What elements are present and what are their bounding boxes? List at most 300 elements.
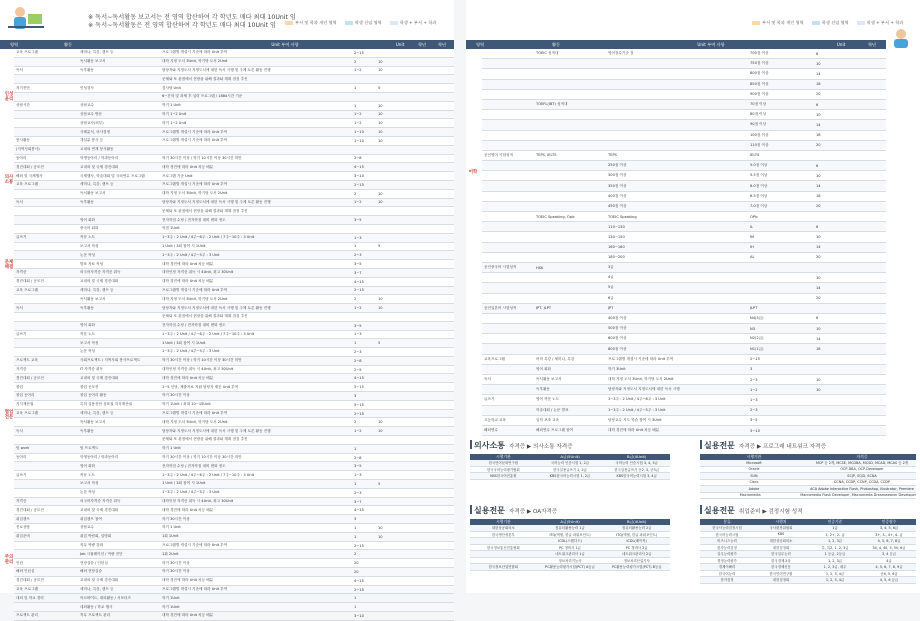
- table-cell: 자격증: [16, 270, 27, 275]
- table-row: [482, 395, 886, 405]
- table-cell: 1∼5 인당, 제출자료 지원 담당자 제공 Unit 부여: [162, 384, 239, 389]
- table-cell: 상담시간: [16, 103, 30, 108]
- table-cell: 1, 2+, 2- 급: [825, 532, 845, 537]
- table-cell: 1: [354, 446, 357, 451]
- table-cell: IM: [750, 234, 755, 239]
- table-cell: 한국생산성본부: [491, 532, 515, 537]
- table-cell: 세미나, 특강, 캠프 등: [80, 182, 114, 187]
- table-cell: 10: [816, 112, 821, 117]
- table-cell: 입학 보조 교육: [536, 417, 560, 422]
- table-cell: 대학 지정 도서 3Unit, 학기당 도서 2Unit: [162, 419, 228, 424]
- table-cell: 10: [816, 377, 821, 382]
- table-cell: 프로그램별 개설시 기준에 따라 Unit 부여: [162, 182, 228, 187]
- table-cell: 학점 1Unit: [162, 226, 180, 231]
- table-cell: 독서활동 보고서: [80, 191, 106, 196]
- table-cell: 독후활동: [80, 428, 94, 433]
- table-cell: 인성검사: [80, 85, 94, 90]
- table-cell: MCP 등 2개, MCSE, MCDBA, MCSD, MCAD, MCAS 등 2개: [815, 461, 909, 466]
- section-marker: [700, 440, 702, 449]
- table-cell: 취업 박람회, 설명회: [80, 534, 112, 539]
- table-cell: PC활용능력평가시험(PCT) B등급: [611, 565, 662, 570]
- table-cell: 1∼2: [354, 68, 362, 73]
- table-cell: 한국실용글쓰기 준2, 3, 준3급: [614, 467, 659, 472]
- table-cell: 한국어능력: [718, 571, 736, 576]
- table-cell: 정보처리기능사: [558, 558, 582, 563]
- category-label: 의사 소통: [4, 175, 14, 185]
- table-cell: 2∼3: [750, 408, 758, 413]
- section-title: [474, 440, 573, 451]
- table-cell: 아르바이트, 대외활동 / 서포터즈: [80, 595, 131, 600]
- table-cell: 해외연수: [484, 428, 498, 433]
- section-subtitle: 취업준비 ▶ 검정시험 성적: [738, 509, 803, 515]
- table-cell: 70점 이상: [750, 102, 767, 107]
- table-cell: 프로그램별 개설시 기준에 따라 Unit 부여: [608, 356, 674, 361]
- header-cell: 자격증: [856, 454, 868, 459]
- table-cell: 세미나, 특강, 캠프 등: [80, 587, 114, 591]
- table-cell: 독서활동 보고서: [80, 296, 106, 301]
- table-cell: AL: [750, 255, 755, 260]
- table-cell: ITQ(엑셀, 한글 파워포인트): [549, 532, 591, 537]
- table-cell: 프로젝트 교육: [16, 358, 38, 363]
- section-title-main: 의사소통: [474, 441, 505, 450]
- table-row: [14, 313, 454, 322]
- table-cell: 대학인정 자격증 취득 시 4Unit, 최고 30Unit: [162, 499, 234, 504]
- table-cell: 1, 2, 3급, 매우: [823, 565, 847, 570]
- table-cell: 대학 경진에 따라 Unit 차등 배분: [608, 428, 660, 433]
- table-cell: KBS한국어진흥원: [490, 474, 517, 479]
- table-cell: 프로그램별 개설시 기준에 따라 Unit 부여: [162, 587, 228, 591]
- table-cell: 작문 노트: [80, 472, 96, 477]
- section-table-header: [700, 454, 916, 460]
- table-cell: 실무능력평가: [717, 552, 737, 557]
- table-cell: 2∼15: [354, 543, 364, 548]
- table-row: [482, 161, 886, 171]
- table-cell: 상담교수: [80, 525, 94, 530]
- table-cell: 한국사능력검정시험: [712, 526, 742, 531]
- table-cell: 4∼15: [354, 578, 364, 583]
- table-cell: 80점 이상: [750, 112, 767, 117]
- header-grade: 학년: [417, 41, 427, 47]
- table-cell: PC활용능력평가시험(PCT) A등급: [545, 565, 595, 570]
- table-row: [14, 418, 454, 427]
- table-cell: 3∼10: [750, 428, 760, 433]
- table-row: [14, 594, 454, 603]
- table-cell: 창업 동아리 활동: [80, 393, 107, 398]
- table-cell: 독서활동 보고서: [80, 419, 106, 424]
- table-cell: 160∼180: [608, 245, 625, 250]
- table-cell: 담당교수 지도 학습 참여 시 3Unit: [608, 417, 662, 422]
- table-row: [14, 269, 454, 278]
- table-row: [14, 603, 454, 612]
- table-cell: Microsoft: [746, 460, 762, 465]
- table-cell: 10: [378, 121, 383, 126]
- table-cell: 프로그램별 개설시 기준에 따라 Unit 부여: [162, 543, 228, 548]
- section-title: [704, 505, 803, 516]
- table-cell: 글쓰기: [484, 397, 495, 402]
- table-row: [14, 410, 454, 419]
- table-row: [14, 542, 454, 551]
- table-cell: 교육 프로그램: [16, 411, 38, 416]
- table-cell: 팀 work: [16, 446, 30, 451]
- table-cell: 중국어 회화: [80, 226, 99, 231]
- table-cell: 14: [816, 245, 821, 250]
- table-cell: 학생동아리 / 학과동아리: [80, 455, 119, 460]
- table-cell: 독서활동 보고서: [536, 377, 562, 382]
- table-row: [482, 334, 886, 344]
- table-cell: 10: [378, 191, 383, 196]
- table-cell: 5급: [608, 285, 614, 290]
- table-row: [14, 515, 454, 524]
- table-cell: 프로젝트 관리: [16, 613, 38, 618]
- table-cell: 프로그램별 개설시 기준에 따라 Unit 부여: [162, 129, 228, 134]
- table-row: [14, 586, 454, 595]
- table-cell: 학기 1 Unit: [162, 446, 181, 451]
- table-cell: 글쓰기: [16, 331, 27, 336]
- table-cell: KBS: [777, 532, 785, 537]
- table-cell: 국사편찬위원회: [769, 526, 793, 531]
- table-cell: 논문 작성: [80, 252, 96, 257]
- table-cell: 한국정보산업연합회: [488, 565, 519, 570]
- table-cell: 7.0점 이상: [750, 203, 768, 208]
- table-cell: 대학 지정 도서 3Unit, 학기당 도서 2Unit: [608, 377, 674, 382]
- table-cell: 400점 이상: [608, 193, 627, 198]
- table-row: [482, 416, 886, 426]
- section-table-row: [700, 493, 916, 500]
- table-row: [482, 243, 886, 253]
- table-cell: 학기 30시간 이상: [162, 560, 190, 565]
- table-row: [14, 111, 454, 120]
- table-cell: 6: [816, 51, 819, 56]
- table-cell: 프로그램별 개설시 기준에 따라 Unit 부여: [162, 138, 228, 143]
- table-cell: 개설분 봉사 등: [80, 138, 104, 143]
- table-cell: 취업캠프 참여: [80, 516, 102, 521]
- table-row: [14, 383, 454, 392]
- table-cell: 10: [378, 200, 383, 205]
- table-cell: 5: [378, 244, 381, 249]
- table-cell: 글쓰기: [16, 472, 27, 477]
- table-cell: 상담교사(외부): [80, 120, 104, 125]
- table-row: [14, 550, 454, 559]
- table-cell: 프로그램별 개설시 기준에 따라 Unit 부여: [162, 287, 228, 292]
- table-cell: 180∼200: [608, 255, 625, 260]
- table-row: [14, 401, 454, 410]
- table-cell: 창업: [16, 384, 23, 389]
- table-cell: 850점 이상: [750, 81, 769, 86]
- table-cell: 교육 프로그램: [16, 50, 38, 55]
- table-cell: 학기 1Unit: [162, 604, 180, 609]
- table-cell: 800점 이상: [750, 71, 769, 76]
- table-cell: 6: [816, 163, 819, 168]
- table-cell: N2(2급): [750, 336, 764, 341]
- table-cell: 세미나, 특강, 캠프 등: [80, 411, 114, 416]
- table-row: [14, 234, 454, 243]
- table-cell: 20: [816, 255, 821, 260]
- table-row: [14, 533, 454, 542]
- table-cell: 6: [816, 102, 819, 107]
- table-cell: 학기 30시간 이상 / 학기 10시간 이상 30시간 미만: [162, 358, 242, 363]
- table-cell: 1: [354, 605, 357, 610]
- table-cell: 2∼15: [750, 357, 760, 362]
- legend: [752, 20, 903, 26]
- legend: [285, 20, 436, 26]
- section-marker: [470, 505, 472, 514]
- table-cell: 교육 프로그램: [16, 287, 38, 292]
- table-cell: 10: [378, 112, 383, 117]
- table-row: [14, 445, 454, 454]
- table-cell: 1∼3주 : 2 Unit / 4주∼5주 : 3 Unit: [162, 490, 220, 495]
- table-cell: 동아리: [16, 155, 27, 160]
- table-row: [14, 348, 454, 357]
- table-cell: 6.5점 이상: [750, 193, 768, 198]
- header-cell: 시행기관: [746, 454, 762, 459]
- table-cell: 교내외 및 국제 경진대회: [80, 507, 119, 512]
- header-grade-2: 학년: [437, 41, 447, 47]
- table-cell: 1회 2Unit: [162, 551, 179, 556]
- table-cell: 450점 이상: [608, 203, 627, 208]
- table-cell: 10: [378, 534, 383, 539]
- table-cell: 담당자와 지정도서 지정도서에 대한 독서 시행: [608, 387, 680, 392]
- table-cell: 10: [378, 103, 383, 108]
- table-cell: 6: [816, 224, 819, 229]
- table-row: [14, 454, 454, 463]
- table-cell: 10: [378, 68, 383, 73]
- table-cell: OCP-DBA, OCP-Developer: [840, 467, 884, 472]
- table-cell: 2∼3: [354, 490, 362, 495]
- table-cell: TEPS, IELTS: [536, 153, 557, 158]
- table-cell: 1∼2: [354, 121, 362, 126]
- section-subtitle: 자격증 ▶ OA자격증: [508, 509, 558, 515]
- table-cell: 독후활동: [536, 387, 550, 392]
- table-cell: JPT, JLPT: [536, 306, 552, 311]
- table-cell: 20: [354, 561, 359, 566]
- header-cell: 시행기관: [496, 519, 511, 524]
- table-cell: 학술대회 / 논문 발표: [536, 407, 569, 412]
- table-cell: Job 시뮬레이션 / 역량 진단: [80, 551, 123, 556]
- section-title: [474, 505, 557, 516]
- header-area: 영역: [9, 41, 19, 47]
- table-cell: 학기 3Unit: [608, 366, 626, 371]
- section-table-row: [700, 577, 916, 584]
- table-cell: 14: [816, 184, 821, 189]
- table-cell: 보고서 작성: [80, 243, 99, 248]
- header-activity: 활동: [551, 41, 561, 47]
- table-cell: 1∼3주 : 2 Unit / 4주∼5주 : 3 Unit: [608, 407, 666, 412]
- table-cell: 한국언어연구원: [769, 571, 793, 576]
- table-row: [14, 58, 454, 67]
- table-cell: 3∼10: [354, 174, 364, 179]
- header-cell: A급(5Unit): [560, 519, 580, 524]
- table-cell: 2∼8: [354, 455, 362, 460]
- table-cell: IL: [750, 224, 754, 229]
- table-row: [14, 339, 454, 348]
- table-cell: 10: [378, 306, 383, 310]
- legend-item: 부서 및 학과 개인 영역: [285, 20, 337, 26]
- table-cell: 14: [816, 71, 821, 76]
- legend-item: 부서 및 학과 개인 영역: [752, 20, 804, 26]
- table-cell: 특, 특2, 1, 2, 3급: [821, 545, 849, 550]
- table-cell: 3∼7: [354, 270, 362, 275]
- table-row: [482, 141, 886, 151]
- table-row: [482, 355, 886, 365]
- table-cell: 1: [354, 534, 357, 539]
- table-cell: 10: [816, 275, 821, 280]
- table-cell: SUN: [750, 473, 758, 478]
- header-unit-desc: Unit 부여 사항: [271, 41, 299, 47]
- table-cell: 한국경제신문: [771, 565, 791, 570]
- table-row: [14, 155, 454, 164]
- table-cell: 작문 노트: [80, 235, 96, 240]
- table-cell: 전자학점 수당 / 전자학점 대비 변화 정도: [162, 217, 226, 222]
- table-row: [14, 207, 454, 216]
- table-cell: 독후활동: [80, 67, 94, 72]
- section-table-header: [700, 519, 916, 525]
- table-cell: 1: [354, 103, 357, 108]
- table-row: [14, 331, 454, 340]
- table-cell: 대학 지정 도서 3Unit, 학기당 도서 2Unit: [162, 296, 228, 301]
- table-cell: 대한상공회의소: [491, 526, 515, 531]
- table-cell: 상담교수 방문: [80, 111, 102, 116]
- table-cell: 교내외 및 국제 경진대회: [80, 164, 119, 169]
- table-cell: KBS한국어능력시험 1, 2급: [549, 474, 591, 479]
- table-cell: 1: [354, 244, 357, 249]
- table-cell: 한국경제교육: [771, 558, 791, 563]
- table-cell: 직무 프로젝트 관리: [80, 613, 111, 618]
- table-row: [14, 506, 454, 515]
- table-cell: 교육 프로그램: [16, 182, 38, 187]
- table-cell: 자격증: [16, 367, 27, 372]
- table-row: [14, 199, 454, 208]
- table-cell: 1: [354, 86, 357, 91]
- table-cell: 현장실습 / 인턴십: [80, 560, 108, 565]
- table-cell: 1: [354, 481, 357, 486]
- table-cell: 국어능력 인증시험 1, 2급: [550, 461, 590, 466]
- table-cell: 10: [816, 326, 821, 331]
- table-cell: 10: [816, 234, 821, 239]
- table-cell: 1∼2: [354, 306, 362, 310]
- table-cell: ICDL(베이직): [626, 539, 647, 544]
- table-cell: 1 등급, 2등급: [824, 552, 846, 557]
- section-subtitle: 자격증 ▶ 프로그래 네트워크 자격증: [738, 444, 826, 450]
- table-cell: 2∼15: [354, 587, 364, 592]
- table-row: [482, 59, 886, 69]
- table-row: [482, 304, 886, 314]
- table-cell: TEPS: [608, 153, 617, 158]
- table-cell: 2∼3: [354, 253, 362, 258]
- table-cell: 학기 30시간 이상: [162, 516, 190, 521]
- table-cell: 1∼3: [354, 332, 362, 337]
- table-row: [14, 146, 454, 155]
- header-cell: B급(4Unit): [626, 454, 647, 459]
- table-cell: 대학 경진에 따라 Unit 차등 배분: [162, 613, 214, 618]
- header-cell: 인증기준: [827, 519, 843, 524]
- table-cell: 문제와 또 관점에서 현장을 위해 결과와 계획 점검 추진: [162, 208, 248, 213]
- table-cell: 5: [378, 86, 381, 91]
- table-cell: 지식재산권: [16, 402, 34, 407]
- table-cell: 4∼15: [354, 508, 364, 513]
- table-cell: HSK: [536, 265, 544, 270]
- table-cell: 프로그램 기준 Unit: [162, 173, 193, 178]
- table-row: [482, 253, 886, 263]
- table-cell: 봉사활동: [16, 138, 30, 143]
- table-cell: 130∼150: [608, 234, 625, 239]
- table-row: [482, 151, 886, 161]
- table-cell: 학기 30시간 이상 / 학기 10시간 이상 30시간 미만: [162, 455, 242, 460]
- table-cell: 동아리: [16, 455, 27, 460]
- legend-item: 학생 + 부서 + 학과: [857, 20, 904, 26]
- table-cell: 대학 경진에 따라 Unit 차등 배분: [162, 507, 214, 512]
- table-row: [482, 324, 886, 334]
- table-cell: 1∼3주 : 2 Unit / 4주∼6주 : 2 Unit / 7주∼10주 : 3 Unit: [162, 331, 255, 336]
- table-cell: 독서: [16, 428, 23, 433]
- table-cell: 2∼8: [354, 358, 362, 363]
- table-cell: 4∼15: [354, 279, 364, 284]
- table-row: [482, 171, 886, 181]
- table-cell: 국제행사, 학술대회 및 국외연수 프로그램: [80, 173, 145, 178]
- table-cell: 비즈니스능력: [717, 539, 737, 544]
- table-cell: 해외 및 국제행사: [16, 173, 43, 178]
- table-row: [14, 225, 454, 234]
- table-cell: 1, 2, 3, 4급: [825, 578, 845, 583]
- table-cell: 90점 이상: [750, 122, 767, 127]
- table-cell: 독서: [16, 67, 23, 72]
- table-cell: 800점 이상: [608, 346, 627, 351]
- person-illustration: [886, 28, 916, 48]
- table-row: [482, 385, 886, 395]
- table-row: [482, 365, 886, 375]
- table-row: [482, 314, 886, 324]
- table-cell: 18: [816, 133, 821, 138]
- header-grade: 학년: [867, 41, 877, 47]
- table-row: [482, 426, 886, 436]
- table-row: [482, 90, 886, 100]
- table-cell: 학기 1 Unit: [162, 525, 181, 530]
- table-cell: 팀 프로젝트: [80, 446, 99, 451]
- table-cell: 1회 1Unit: [162, 534, 179, 539]
- header-unit: Unit: [395, 42, 405, 47]
- table-cell: 1∼10: [354, 138, 364, 143]
- table-cell: 고등학교 교육: [484, 417, 506, 422]
- table-cell: 프로그램별 개설시 기준에 따라 Unit 부여: [162, 50, 228, 55]
- table-cell: 네트워크관리사 2급: [621, 552, 652, 557]
- table-row: [482, 406, 886, 416]
- section-table: [470, 454, 670, 480]
- table-header: [0, 40, 454, 49]
- table-cell: Oracle: [748, 467, 760, 472]
- table-cell: 프로그램별 개설시 기준에 따라 Unit 부여: [162, 411, 228, 416]
- table-cell: 4급: [608, 275, 614, 280]
- table-cell: 400점 이상: [608, 315, 627, 320]
- table-row: [14, 216, 454, 225]
- table-cell: 1 Unit / 3회 참여 시 1Unit: [162, 340, 206, 345]
- table-cell: 600점 이상: [608, 336, 627, 341]
- table-cell: 5: [378, 341, 381, 346]
- table-cell: 교육 프로그램: [16, 587, 38, 591]
- table-cell: 대학 경진에 따라 Unit 차등 배분: [162, 261, 214, 266]
- table-row: [14, 75, 454, 84]
- table-cell: PC 정비사 1급: [559, 545, 581, 550]
- table-cell: 경진대회 / 공모전: [16, 279, 44, 284]
- table-cell: (지역사회봉사): [16, 147, 40, 152]
- table-cell: 독서활동 보고서: [80, 59, 106, 64]
- table-cell: 공인일본어 시험성적: [484, 305, 517, 310]
- table-cell: 해외 인턴십: [16, 569, 35, 574]
- table-cell: Macromedia: [739, 493, 761, 498]
- section-table-row: [470, 473, 670, 480]
- table-cell: 한국실용글쓰기 1, 2급: [553, 467, 587, 472]
- header-cell: 시행처: [775, 519, 787, 524]
- table-cell: SCJP, SCJD, SCNA: [847, 473, 877, 478]
- section-table: [700, 454, 916, 499]
